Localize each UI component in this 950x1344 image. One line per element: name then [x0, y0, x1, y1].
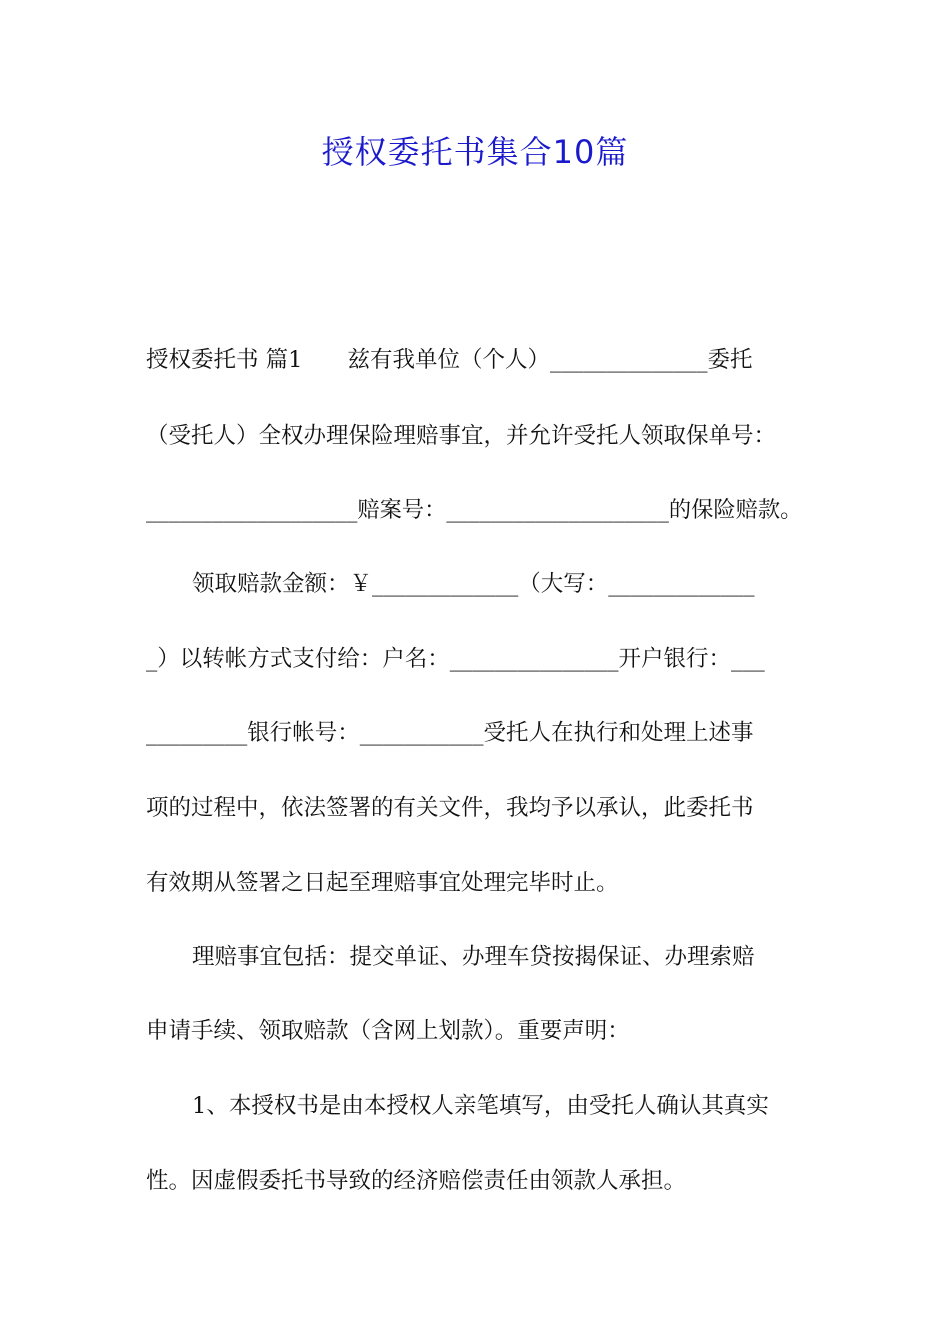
body-line-12: 性。因虚假委托书导致的经济赔偿责任由领款人承担。 — [146, 1168, 687, 1194]
body-line-11: 1、本授权书是由本授权人亲笔填写，由受托人确认其真实 — [192, 1093, 769, 1119]
body-line-6: _________银行帐号：___________受托人在执行和处理上述事 — [146, 720, 754, 746]
body-line-1: 授权委托书 篇1 兹有我单位（个人）______________委托 — [146, 347, 753, 373]
body-line-2: （受托人）全权办理保险理赔事宜，并允许受托人领取保单号： — [146, 423, 777, 449]
body-line-7: 项的过程中，依法签署的有关文件，我均予以承认，此委托书 — [146, 795, 754, 821]
body-line-4: 领取赔款金额：￥_____________（大写：_____________ — [192, 571, 755, 597]
document-title: 授权委托书集合10篇 — [321, 133, 629, 171]
body-line-9: 理赔事宜包括：提交单证、办理车贷按揭保证、办理索赔 — [192, 944, 755, 970]
body-line-8: 有效期从签署之日起至理赔事宜处理完毕时止。 — [146, 870, 619, 896]
body-line-5: _）以转帐方式支付给：户名：_______________开户银行：___ — [146, 646, 765, 672]
body-line-3: ___________________赔案号：____________________的保险赔款。 — [146, 497, 803, 523]
body-line-10: 申请手续、领取赔款（含网上划款）。重要声明： — [146, 1018, 630, 1044]
